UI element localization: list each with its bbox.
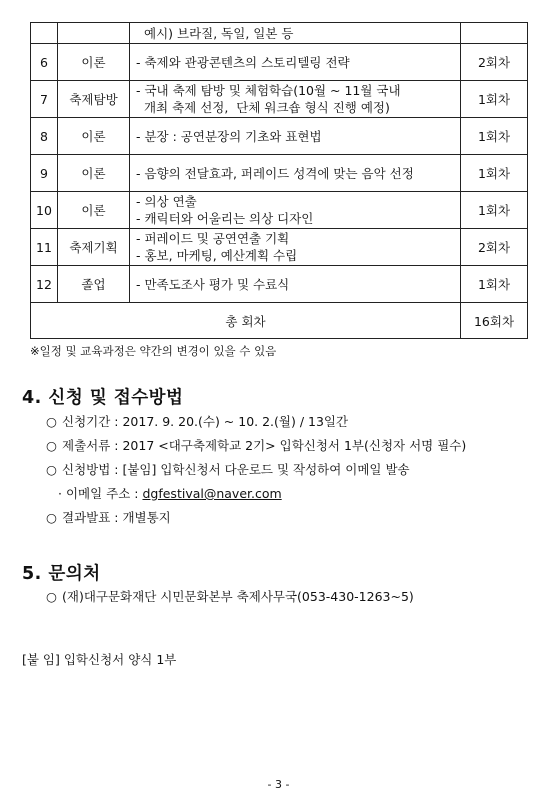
email-link[interactable]: dgfestival@naver.com: [142, 486, 282, 501]
table-row-example: [31, 23, 528, 44]
row-description: [130, 192, 461, 229]
row-count: 1회차: [461, 81, 528, 118]
table-row: [31, 81, 528, 118]
example-desc: 예시) 브라질, 독일, 일본 등: [130, 23, 461, 44]
row-number: 10: [31, 192, 58, 229]
description-line: 개최 축제 선정, 단체 워크숍 형식 진행 예정): [136, 100, 390, 115]
row-count: 1회차: [461, 266, 528, 303]
method-text: 신청방법 : [붙임] 입학신청서 다운로드 및 작성하여 이메일 발송: [62, 462, 410, 477]
row-description: [130, 81, 461, 118]
table-row: [31, 266, 528, 303]
attachment-note: [붙 임] 입학신청서 양식 1부: [22, 652, 177, 667]
documents-text: 제출서류 : 2017 <대구축제학교 2기> 입학신청서 1부(신청자 서명 필수): [62, 438, 467, 453]
row-number: 6: [31, 44, 58, 81]
table-total-row: [31, 303, 528, 339]
page-number: - 3 -: [267, 778, 290, 791]
contact-text: (재)대구문화재단 시민문화본부 축제사무국(053-430-1263~5): [62, 589, 414, 604]
row-count: 1회차: [461, 155, 528, 192]
table-row: [31, 192, 528, 229]
description-line: - 캐릭터와 어울리는 의상 디자인: [136, 211, 314, 226]
description-line: - 홍보, 마케팅, 예산계획 수립: [136, 248, 298, 263]
section4-title: 4. 신청 및 접수방법: [22, 388, 184, 408]
section5-title: 5. 문의처: [22, 564, 101, 584]
description-line: - 퍼레이드 및 공연연출 기획: [136, 231, 290, 246]
circle-bullet-icon: ○: [46, 462, 57, 477]
result-line: [46, 508, 171, 526]
row-count: 2회차: [461, 44, 528, 81]
row-count: 1회차: [461, 118, 528, 155]
circle-bullet-icon: ○: [46, 510, 57, 525]
total-value: 16회차: [461, 303, 528, 339]
row-number: 7: [31, 81, 58, 118]
row-description: [130, 44, 461, 81]
row-type: 이론: [58, 118, 130, 155]
period-text: 신청기간 : 2017. 9. 20.(수) ~ 10. 2.(월) / 13일간: [62, 414, 349, 429]
row-count: 1회차: [461, 192, 528, 229]
contact-line: [46, 587, 414, 605]
row-count: 2회차: [461, 229, 528, 266]
row-type: 졸업: [58, 266, 130, 303]
email-label: · 이메일 주소 :: [58, 486, 143, 501]
description-line: - 의상 연출: [136, 194, 197, 209]
row-description: [130, 266, 461, 303]
curriculum-table: [30, 22, 528, 339]
row-type: 축제기획: [58, 229, 130, 266]
row-type: 이론: [58, 44, 130, 81]
table-row: [31, 44, 528, 81]
row-number: 12: [31, 266, 58, 303]
email-line: [58, 484, 282, 502]
row-description: [130, 229, 461, 266]
table-row: [31, 118, 528, 155]
circle-bullet-icon: ○: [46, 414, 57, 429]
table-row: [31, 229, 528, 266]
row-description: [130, 118, 461, 155]
documents-line: [46, 436, 466, 454]
row-type: 이론: [58, 192, 130, 229]
method-line: [46, 460, 410, 478]
row-number: 9: [31, 155, 58, 192]
circle-bullet-icon: ○: [46, 589, 57, 604]
row-description: [130, 155, 461, 192]
description-line: - 국내 축제 탐방 및 체험학습(10월 ~ 11월 국내: [136, 83, 401, 98]
description-line: - 만족도조사 평가 및 수료식: [136, 276, 290, 292]
period-line: [46, 412, 348, 430]
table-row: [31, 155, 528, 192]
description-line: - 음향의 전달효과, 퍼레이드 성격에 맞는 음악 선정: [136, 165, 414, 181]
row-type: 축제탐방: [58, 81, 130, 118]
row-type: 이론: [58, 155, 130, 192]
schedule-note: ※일정 및 교육과정은 약간의 변경이 있을 수 있음: [30, 344, 277, 358]
description-line: - 분장 : 공연분장의 기초와 표현법: [136, 128, 322, 144]
row-number: 11: [31, 229, 58, 266]
total-label: 총 회차: [31, 303, 461, 339]
result-text: 결과발표 : 개별통지: [62, 510, 171, 525]
row-number: 8: [31, 118, 58, 155]
circle-bullet-icon: ○: [46, 438, 57, 453]
description-line: - 축제와 관광콘텐츠의 스토리텔링 전략: [136, 54, 350, 70]
